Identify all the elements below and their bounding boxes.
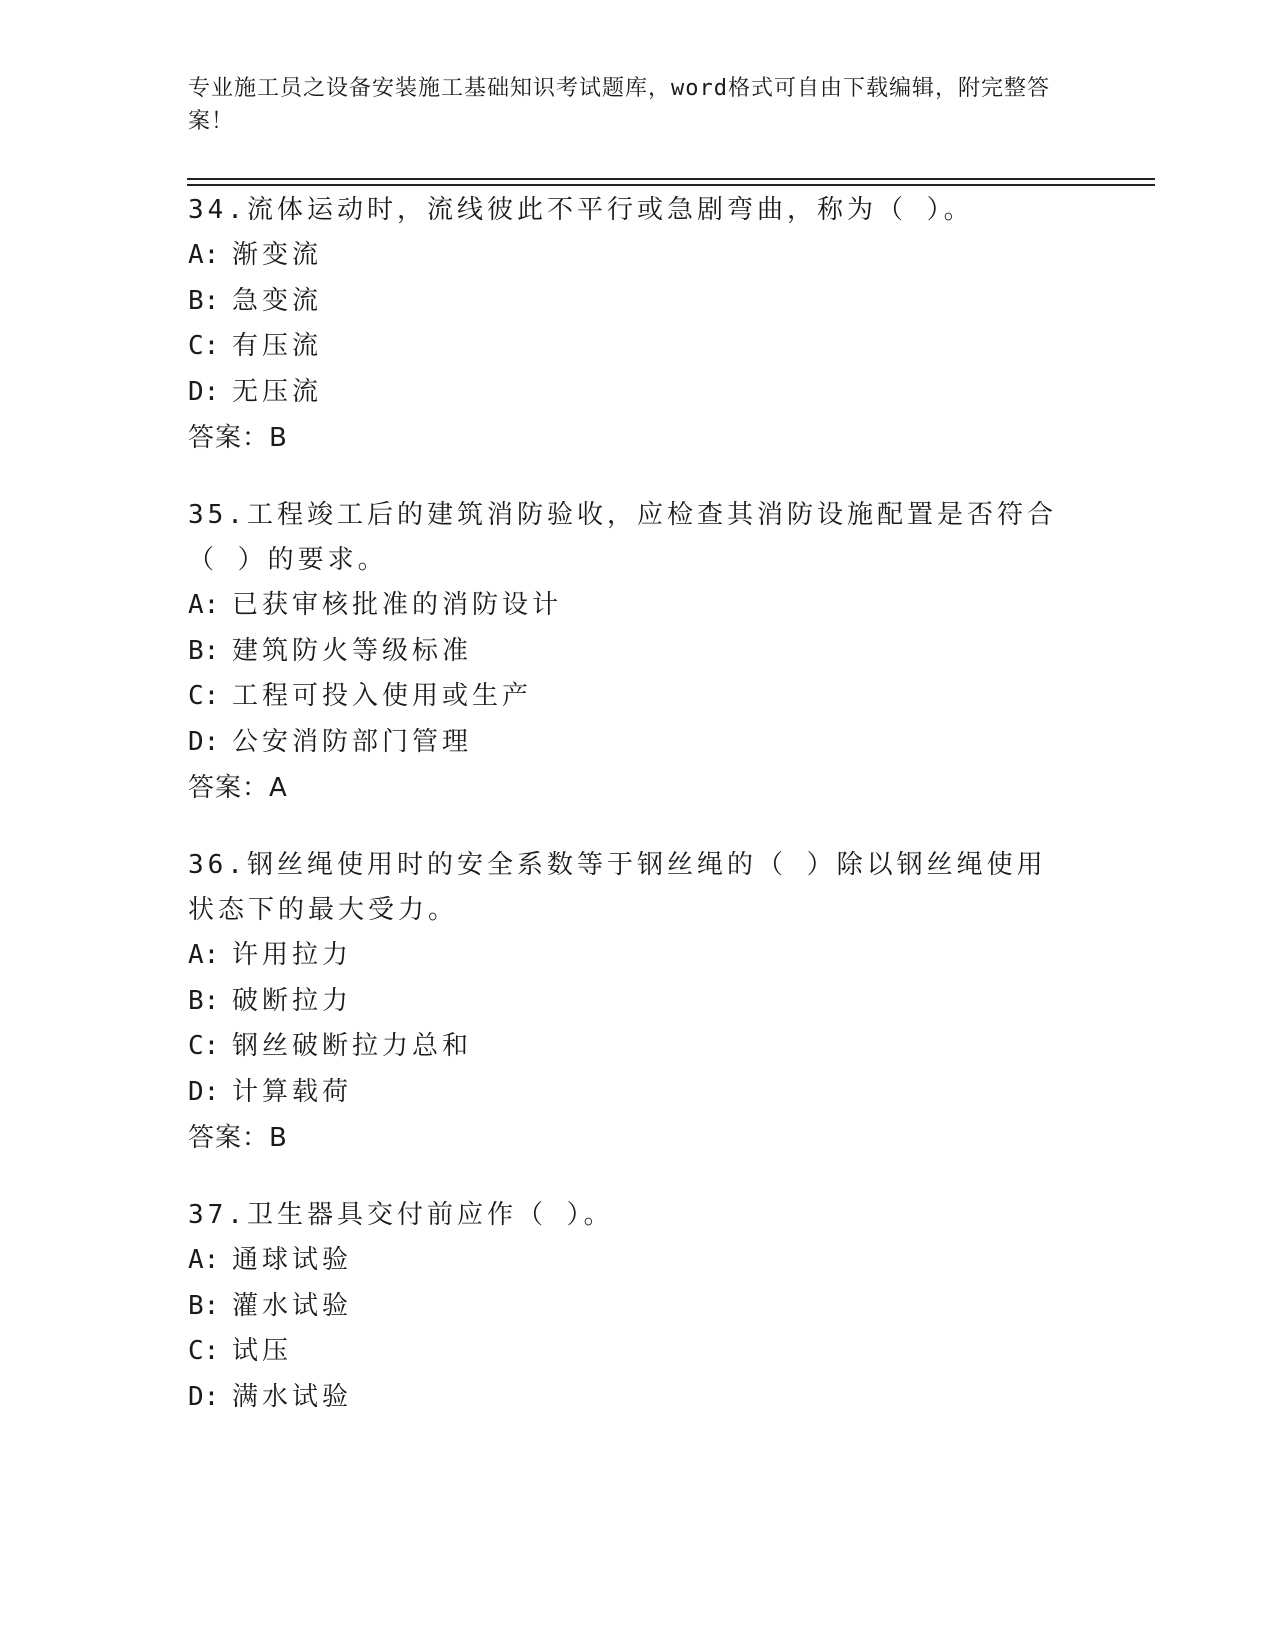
option-letter: B: [188,1290,220,1321]
option-a [188,933,1068,979]
option-text: 钢丝破断拉力总和 [232,1031,473,1061]
option-letter: C: [188,331,220,361]
answer-line: 答案：B [188,423,288,453]
question-text: 35.工程竣工后的建筑消防验收，应检查其消防设施配置是否符合（ ）的要求。 [188,500,1057,575]
option-b [188,1284,1068,1330]
header-divider-bottom [187,184,1155,186]
option-c [188,1329,1068,1375]
option-text: 许用拉力 [232,940,353,970]
option-d [188,370,1068,416]
question-35 [188,493,1068,811]
option-letter: A: [188,240,220,270]
document-header [188,72,1068,138]
option-text: 已获审核批准的消防设计 [232,590,563,620]
option-letter: A: [188,1245,220,1275]
option-text: 无压流 [232,376,323,407]
option-text: 灌水试验 [232,1290,353,1321]
question-text: 37.卫生器具交付前应作（ ）。 [188,1200,614,1230]
option-letter: D: [188,726,220,757]
option-text: 破断拉力 [232,985,353,1016]
option-letter: A: [188,590,220,620]
answer-line: 答案：A [188,773,288,803]
question-34 [188,188,1068,461]
option-c [188,324,1068,370]
option-b [188,629,1068,675]
option-d [188,1375,1068,1421]
option-text: 公安消防部门管理 [232,726,473,757]
option-c [188,674,1068,720]
option-letter: B: [188,985,220,1016]
question-text: 36.钢丝绳使用时的安全系数等于钢丝绳的（ ）除以钢丝绳使用状态下的最大受力。 [188,850,1047,925]
header-divider-top [187,178,1155,180]
option-b [188,279,1068,325]
option-text: 满水试验 [232,1381,353,1412]
option-letter: D: [188,376,220,407]
question-37 [188,1193,1068,1420]
question-text: 34.流体运动时，流线彼此不平行或急剧弯曲，称为（ ）。 [188,195,974,225]
option-text: 渐变流 [232,240,323,270]
option-letter: B: [188,285,220,316]
option-d [188,1070,1068,1116]
option-letter: D: [188,1076,220,1107]
question-36 [188,843,1068,1161]
option-letter: C: [188,1031,220,1061]
option-text: 计算载荷 [232,1076,353,1107]
option-b [188,979,1068,1025]
option-letter: C: [188,1336,220,1366]
option-text: 建筑防火等级标准 [232,635,473,666]
question-list [188,188,1068,1452]
option-text: 有压流 [232,331,323,361]
option-a [188,233,1068,279]
option-letter: A: [188,940,220,970]
option-a [188,1238,1068,1284]
option-c [188,1024,1068,1070]
option-letter: B: [188,635,220,666]
option-a [188,583,1068,629]
option-text: 工程可投入使用或生产 [232,681,533,711]
header-title: 专业施工员之设备安装施工基础知识考试题库，word格式可自由下载编辑，附完整答案！ [188,76,1050,134]
option-d [188,720,1068,766]
option-letter: D: [188,1381,220,1412]
option-text: 急变流 [232,285,323,316]
answer-line: 答案：B [188,1123,288,1153]
option-text: 通球试验 [232,1245,353,1275]
option-text: 试压 [232,1336,293,1366]
option-letter: C: [188,681,220,711]
